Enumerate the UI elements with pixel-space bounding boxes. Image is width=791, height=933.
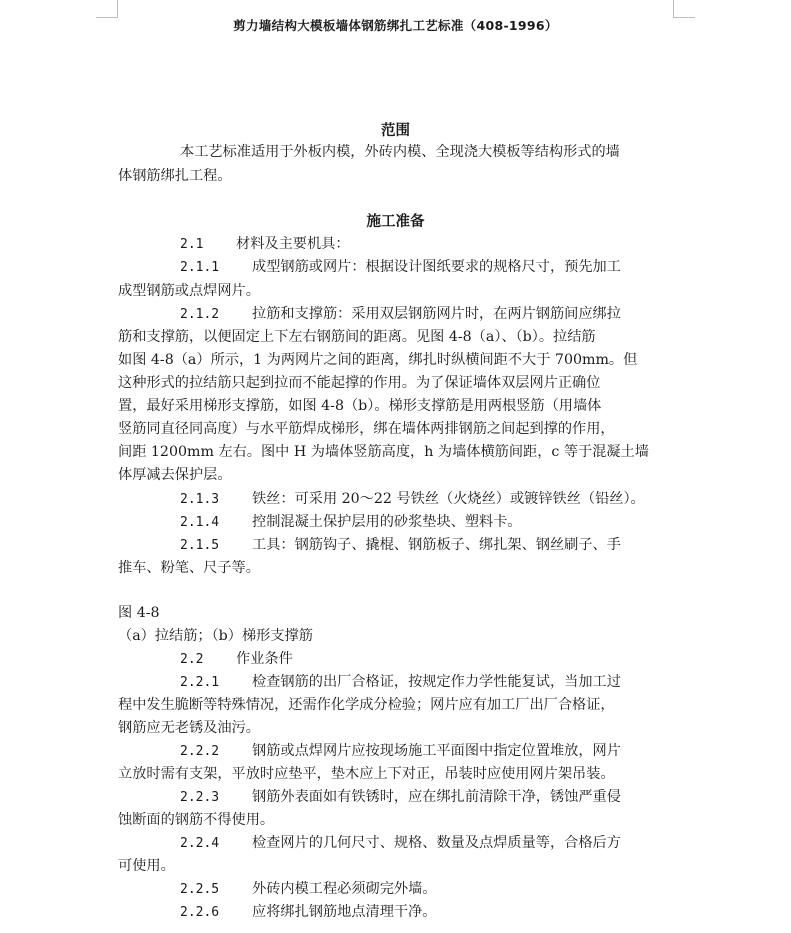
clause-text: 作业条件 xyxy=(236,651,293,667)
section-heading-preparation: 施工准备 xyxy=(366,213,425,230)
clause-2-2 xyxy=(180,649,293,670)
clause-2-1-4 xyxy=(180,512,522,533)
clause-text: 外砖内模工程必须砌完外墙。 xyxy=(252,881,437,897)
clause-number: 2.2.2 xyxy=(180,744,220,759)
clause-number: 2.2.5 xyxy=(180,882,220,897)
paragraph-line: 立放时需有支架，平放时应垫平，垫木应上下对正，吊装时应使用网片架吊装。 xyxy=(118,766,615,782)
clause-text: 钢筋外表面如有铁锈时，应在绑扎前清除干净，锈蚀严重侵 xyxy=(252,789,621,805)
clause-number: 2.2.3 xyxy=(180,790,220,805)
clause-2-2-5 xyxy=(180,879,436,900)
paragraph-line: 体钢筋绑扎工程。 xyxy=(118,168,232,184)
clause-2-2-1 xyxy=(180,672,621,693)
clause-text: 拉筋和支撑筋：采用双层钢筋网片时，在两片钢筋间应绑拉 xyxy=(252,306,621,322)
clause-text: 成型钢筋或网片：根据设计图纸要求的规格尺寸，预先加工 xyxy=(252,259,621,275)
clause-number: 2.1 xyxy=(180,237,204,252)
clause-text: 检查网片的几何尺寸、规格、数量及点焊质量等，合格后方 xyxy=(252,835,621,851)
clause-2-1-1 xyxy=(180,257,621,278)
paragraph-line: 程中发生脆断等特殊情况，还需作化学成分检验；网片应有加工厂出厂合格证， xyxy=(118,697,615,713)
clause-number: 2.1.4 xyxy=(180,515,220,530)
paragraph-line: 筋和支撑筋，以便固定上下左右钢筋间的距离。见图 4-8（a）、（b）。拉结筋 xyxy=(118,329,596,345)
clause-text: 工具：钢筋钩子、撬棍、钢筋板子、绑扎架、钢丝刷子、手 xyxy=(252,537,621,553)
figure-label: 图 4-8 xyxy=(118,605,160,621)
clause-number: 2.2.1 xyxy=(180,675,220,690)
paragraph-line: 间距 1200mm 左右。图中 H 为墙体竖筋高度，h 为墙体横筋间距，c 等于混凝土墙 xyxy=(118,444,649,460)
clause-2-2-6 xyxy=(180,902,436,923)
clause-text: 材料及主要机具： xyxy=(236,236,350,252)
clause-number: 2.1.1 xyxy=(180,260,220,275)
clause-number: 2.1.3 xyxy=(180,492,220,507)
clause-number: 2.2 xyxy=(180,652,204,667)
clause-number: 2.2.6 xyxy=(180,905,220,920)
paragraph-line: 成型钢筋或点焊网片。 xyxy=(118,283,260,299)
paragraph-line: 可使用。 xyxy=(118,858,175,874)
clause-number: 2.1.5 xyxy=(180,538,220,553)
clause-2-1-3 xyxy=(180,489,645,510)
paragraph-line: 这种形式的拉结筋只起到拉而不能起撑的作用。为了保证墙体双层网片正确位 xyxy=(118,375,601,391)
clause-text: 控制混凝土保护层用的砂浆垫块、塑料卡。 xyxy=(252,514,522,530)
paragraph-line: 推车、粉笔、尺子等。 xyxy=(118,560,260,576)
paragraph-line: 如图 4-8（a）所示，1 为两网片之间的距离，绑扎时纵横间距不大于 700mm。但 xyxy=(118,352,638,368)
clause-number: 2.1.2 xyxy=(180,307,220,322)
clause-text: 应将绑扎钢筋地点清理干净。 xyxy=(252,904,437,920)
clause-text: 钢筋或点焊网片应按现场施工平面图中指定位置堆放，网片 xyxy=(252,743,621,759)
clause-2-2-4 xyxy=(180,833,621,854)
clause-2-2-3 xyxy=(180,787,621,808)
clause-2-2-2 xyxy=(180,741,621,762)
paragraph-line: 本工艺标准适用于外板内模，外砖内模、全现浇大模板等结构形式的墙 xyxy=(180,144,620,160)
paragraph-line: 置，最好采用梯形支撑筋，如图 4-8（b）。梯形支撑筋是用两根竖筋（用墙体 xyxy=(118,398,602,414)
clause-text: 检查钢筋的出厂合格证，按规定作力学性能复试，当加工过 xyxy=(252,674,621,690)
clause-2-1-2 xyxy=(180,304,621,325)
paragraph-line: 体厚减去保护层。 xyxy=(118,467,232,483)
clause-number: 2.2.4 xyxy=(180,836,220,851)
paragraph-line: 钢筋应无老锈及油污。 xyxy=(118,720,260,736)
paragraph-line: 竖筋同直径同高度）与水平筋焊成梯形，绑在墙体两排钢筋之间起到撑的作用， xyxy=(118,421,615,437)
clause-text: 铁丝：可采用 20～22 号铁丝（火烧丝）或镀锌铁丝（铅丝）。 xyxy=(252,491,645,507)
section-heading-scope: 范围 xyxy=(381,122,410,139)
paragraph-line: 蚀断面的钢筋不得使用。 xyxy=(118,812,275,828)
clause-2-1-5 xyxy=(180,535,621,556)
page-header-title: 剪力墙结构大模板墙体钢筋绑扎工艺标准（408-1996） xyxy=(233,18,558,33)
clause-2-1 xyxy=(180,234,350,255)
figure-caption: （a）拉结筋；（b）梯形支撑筋 xyxy=(118,628,313,644)
